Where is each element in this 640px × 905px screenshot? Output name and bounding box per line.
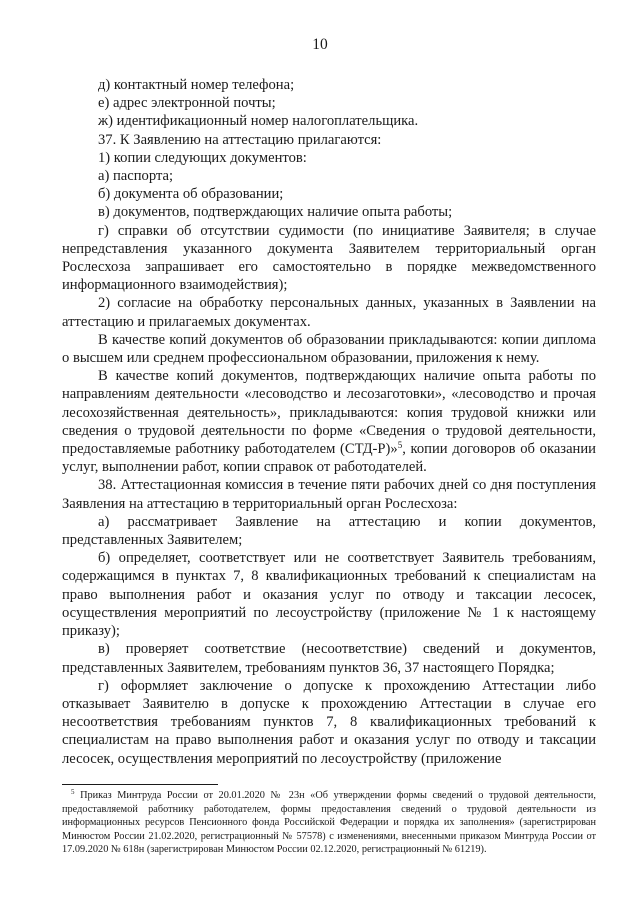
paragraph: В качестве копий документов об образовании прикладываются: копии диплома о высшем или среднем профессиональном образовании, приложения к нему. [62,331,596,367]
paragraph: 38. Аттестационная комиссия в течение пяти рабочих дней со дня поступления Заявления на аттестацию в территориальный орган Рослесхоза: [62,477,596,512]
paragraph: б) документа об образовании; [98,186,284,203]
footnote [62,789,596,857]
paragraph: г) оформляет заключение о допуске к прохождению Аттестации либо отказывает Заявителю в допуске к прохождению Аттестации в случае его несоответствия требованиям пунктов 7, 8 квалификационных требований к специалистам на право выполнения работ и оказания услуг по отводу и таксации лесосек, осуществления мероприятий по лесоустройству (приложение [62,677,596,767]
footnote-text: Приказ Минтруда России от 20.01.2020 № 23н «Об утверждении формы сведений о трудовой деятельности, предоставляемой работнику работодателем, формы предоставления сведений о трудовой деятельности из информационных ресурсов Пенсионного фонда Российской Федерации и порядка их заполнения» (зарегистрирован Минюстом России 21.02.2020, регистрационный № 57578) с изменениями, внесенными приказом Минтруда России от 17.09.2020 № 618н (зарегистрирован Минюстом России 02.12.2020, регистрационный № 61219). [62,790,596,856]
paragraph: в) проверяет соответствие (несоответствие) сведений и документов, представленных Заявителем, требованиям пунктов 36, 37 настоящего Порядка; [62,641,596,676]
paragraph: д) контактный номер телефона; [98,77,295,93]
paragraph-text-continued: , копии договоров об оказании услуг, выполнении работ, копии справок от работодателей. [62,441,596,476]
paragraph [62,367,596,476]
paragraph: ж) идентификационный номер налогоплательщика. [98,113,419,130]
paragraph: е) адрес электронной почты; [98,95,276,112]
paragraph: а) рассматривает Заявление на аттестацию и копии документов, представленных Заявителем; [62,513,596,549]
paragraph: в) документов, подтверждающих наличие опыта работы; [98,204,453,221]
footnote-marker: 5 [71,788,75,796]
paragraph-text: В качестве копий документов, подтверждающих наличие опыта работы по направлениям деятельности «лесоводство и лесозаготовки», «лесоводство и прочая лесохозяйственная деятельность», прикладываются: копия трудовой книжки или сведения о трудовой деятельности по форме «Сведения о трудовой деятельности, предоставляемые работнику работодателем (СТД-Р)» [62,368,596,458]
document-body [62,76,596,768]
paragraph: г) справки об отсутствии судимости (по инициативе Заявителя; в случае непредставления указанного документа Заявителем территориальный орган Рослесхоза запрашивает его самостоятельно в порядке межведомственного информационного взаимодействия); [62,222,596,294]
paragraph: б) определяет, соответствует или не соответствует Заявитель требованиям, содержащимся в пунктах 7, 8 квалификационных требований к специалистам на право выполнения работ и оказания услуг по отводу и таксации лесосек, осуществления мероприятий по лесоустройству (приложение № 1 к настоящему приказу); [62,550,596,640]
page-number: 10 [312,36,328,53]
footnote-reference: 5 [397,440,403,451]
paragraph: 37. К Заявлению на аттестацию прилагаются: [98,131,382,148]
footnote-separator [62,784,218,785]
paragraph: 2) согласие на обработку персональных данных, указанных в Заявлении на аттестацию и прилагаемых документах. [62,295,596,330]
paragraph: а) паспорта; [98,168,174,185]
paragraph: 1) копии следующих документов: [98,149,307,166]
